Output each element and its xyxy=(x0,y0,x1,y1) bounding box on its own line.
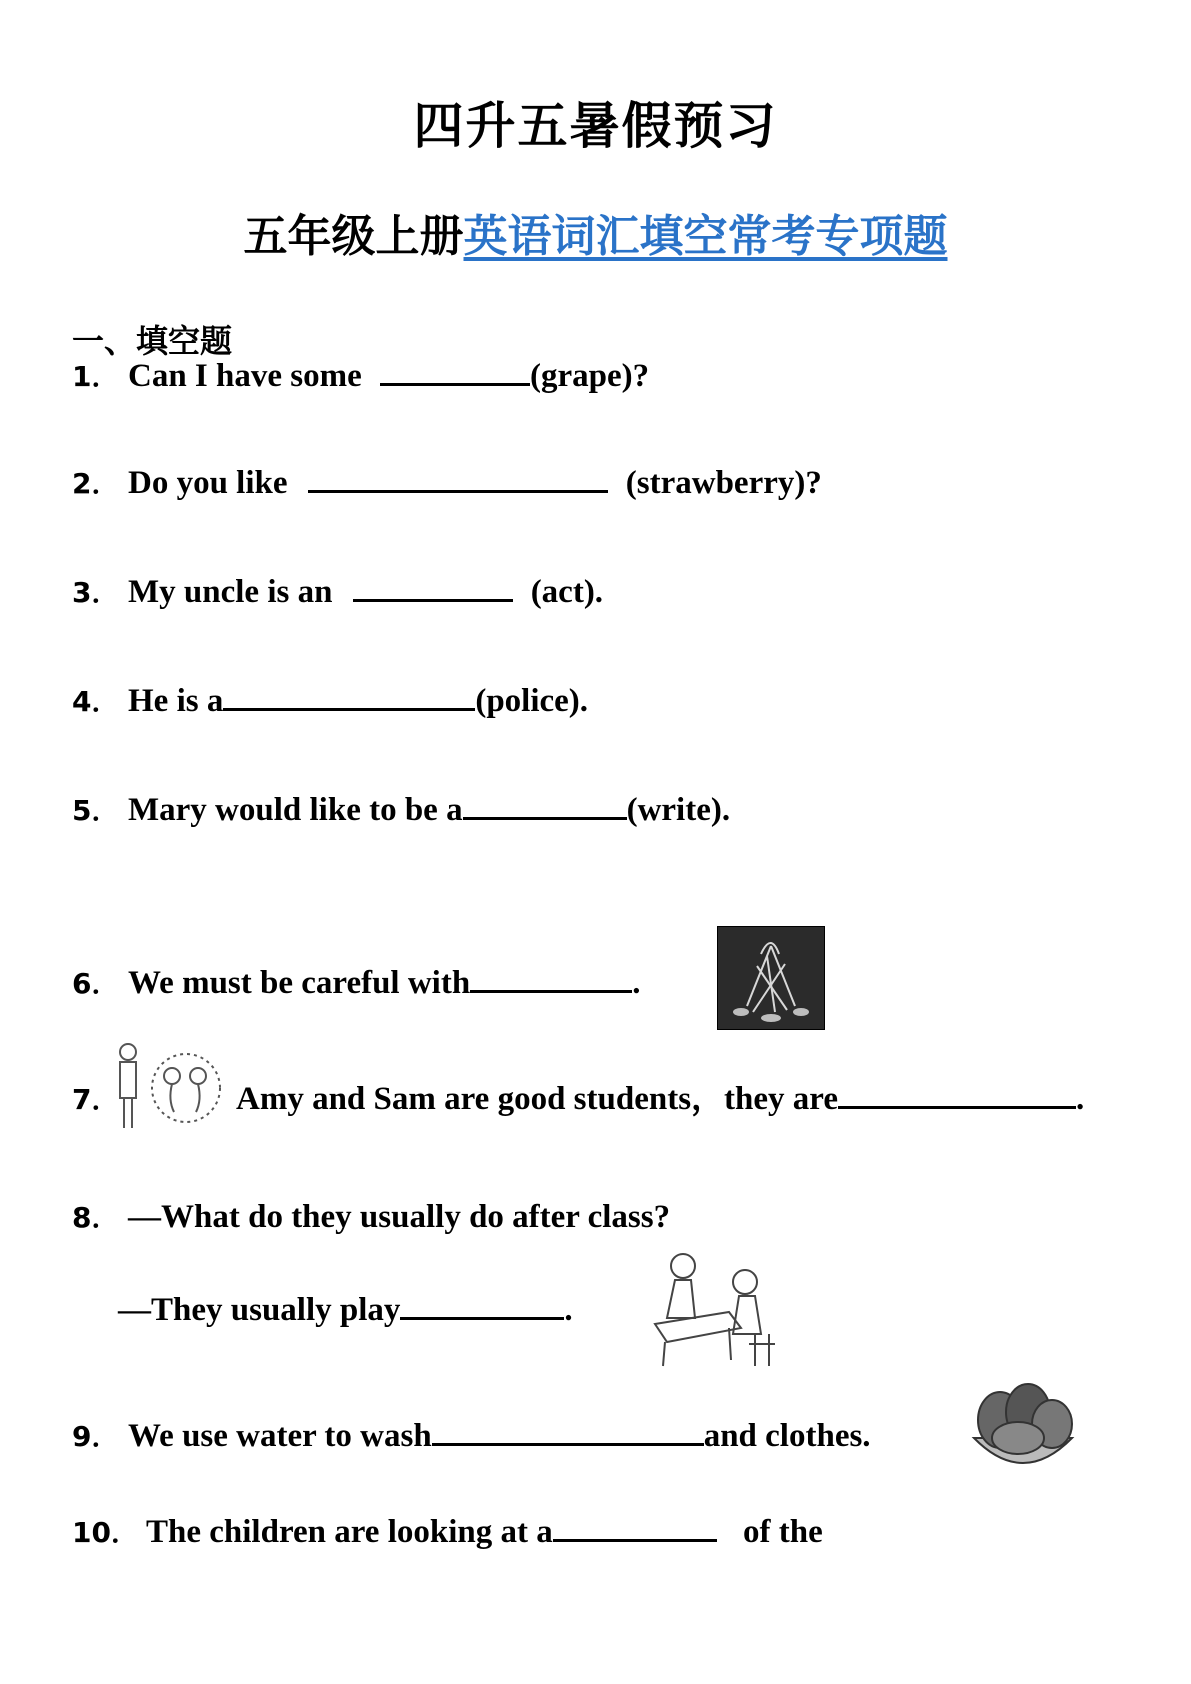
question-text: Mary would like to be a xyxy=(128,792,463,828)
question-number: 5． xyxy=(72,794,120,827)
answer-blank[interactable] xyxy=(223,682,475,711)
answer-blank[interactable] xyxy=(353,573,513,602)
question-text: —What do they usually do after class? xyxy=(128,1199,671,1235)
answer-blank[interactable] xyxy=(463,791,627,820)
answer-blank[interactable] xyxy=(470,964,632,993)
question-text: We must be careful with xyxy=(128,965,471,1001)
question-8 xyxy=(72,1196,670,1236)
section-title: 一、填空题 xyxy=(72,322,233,360)
question-text: Can I have some xyxy=(128,358,371,394)
question-text: We use water to wash xyxy=(128,1418,432,1454)
subtitle-prefix: 五年级上册 xyxy=(243,211,464,262)
answer-blank[interactable] xyxy=(553,1513,717,1542)
question-hint: of the xyxy=(734,1514,823,1550)
question-hint: (write). xyxy=(626,792,731,828)
answer-blank[interactable] xyxy=(308,464,608,493)
question-text: He is a xyxy=(128,683,224,719)
answer-blank[interactable] xyxy=(432,1417,704,1446)
question-text: Amy and Sam are good students，they are xyxy=(236,1081,838,1117)
students-bowing-picture xyxy=(112,1040,224,1136)
question-hint: . xyxy=(1075,1081,1085,1117)
question-number: 6． xyxy=(72,967,120,1000)
question-10 xyxy=(72,1511,823,1551)
answer-blank[interactable] xyxy=(400,1291,564,1320)
question-text: The children are looking at a xyxy=(146,1514,553,1550)
question-hint: (grape)? xyxy=(530,358,650,394)
question-2 xyxy=(72,462,822,502)
question-number: 2． xyxy=(72,467,120,500)
question-hint: (police). xyxy=(475,683,589,719)
question-number: 10． xyxy=(72,1516,139,1549)
question-number: 7． xyxy=(72,1083,120,1116)
question-hint: and clothes. xyxy=(703,1418,871,1454)
question-8-answer-line xyxy=(118,1291,573,1329)
question-4 xyxy=(72,680,588,720)
question-3 xyxy=(72,571,603,611)
answer-blank[interactable] xyxy=(838,1080,1076,1109)
question-number: 4． xyxy=(72,685,120,718)
question-number: 8． xyxy=(72,1201,120,1234)
question-text: Do you like xyxy=(128,465,296,501)
answer-blank[interactable] xyxy=(380,357,530,386)
question-5 xyxy=(72,789,730,829)
question-hint: . xyxy=(632,965,641,1001)
page-subtitle xyxy=(0,200,1191,264)
question-hint: (strawberry)? xyxy=(625,465,822,501)
question-1 xyxy=(72,355,649,395)
question-hint: . xyxy=(564,1292,573,1328)
page-title: 四升五暑假预习 xyxy=(413,97,778,155)
question-number: 1． xyxy=(72,360,120,393)
subtitle-link[interactable]: 英语词汇填空常考专项题 xyxy=(463,211,948,262)
vegetables-basket-picture xyxy=(960,1380,1086,1490)
question-hint: (act). xyxy=(530,574,604,610)
question-6 xyxy=(72,962,640,1002)
campfire-picture xyxy=(717,926,825,1030)
question-number: 3． xyxy=(72,576,120,609)
question-text: My uncle is an xyxy=(128,574,341,610)
question-number: 9． xyxy=(72,1420,120,1453)
question-text: —They usually play xyxy=(118,1292,401,1328)
children-playing-chess-picture xyxy=(645,1248,785,1372)
question-9 xyxy=(72,1415,871,1455)
